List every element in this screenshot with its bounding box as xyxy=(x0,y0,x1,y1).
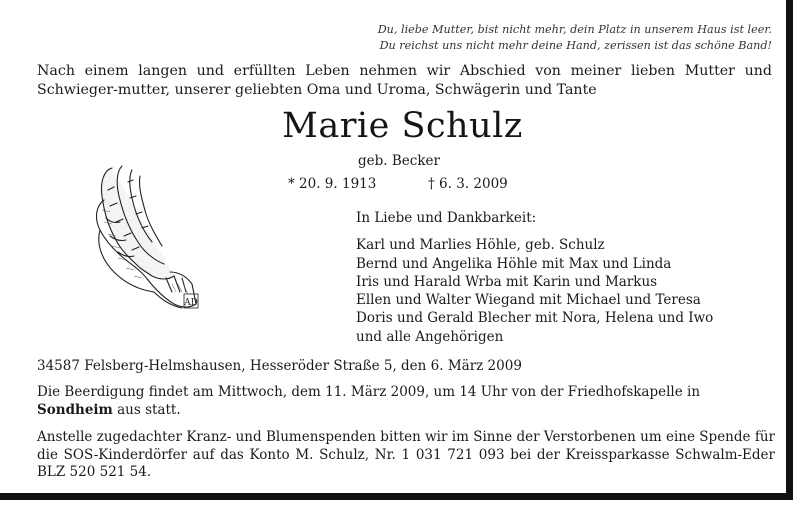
death-date: † 6. 3. 2009 xyxy=(428,176,508,192)
funeral-text-end: aus statt. xyxy=(112,401,181,418)
list-item: Karl und Marlies Höhle, geb. Schulz xyxy=(356,237,605,254)
intro-text: Nach einem langen und erfüllten Leben nehmen wir Abschied von meiner lieben Mutter und Schwieger-mutter, unserer geliebten Oma und Uroma, Schwägerin und Tante xyxy=(37,63,772,98)
funeral-place: Sondheim xyxy=(37,401,113,418)
list-item: Doris und Gerald Blecher mit Nora, Helena und Iwo xyxy=(356,310,714,327)
monogram xyxy=(183,294,198,308)
svg-text:AD: AD xyxy=(184,298,198,308)
birth-name: geb. Becker xyxy=(358,153,440,169)
funeral-notice xyxy=(37,384,775,419)
list-item: Ellen und Walter Wiegand mit Michael und Teresa xyxy=(356,292,701,309)
funeral-text: Die Beerdigung findet am Mittwoch, dem 11. März 2009, um 14 Uhr von der Friedhofskapelle in xyxy=(37,384,701,400)
donation-notice: Anstelle zugedachter Kranz- und Blumenspenden bitten wir im Sinne der Verstorbenen um eine Spende für die SOS-Kinderdörfer auf das Konto M. Schulz, Nr. 1 031 721 093 bei der Kreissparkasse Schwalm-Eder BLZ 520 521 54. xyxy=(37,429,775,480)
deceased-name: Marie Schulz xyxy=(282,106,523,146)
list-item: Iris und Harald Wrba mit Karin und Markus xyxy=(356,273,658,290)
list-item: und alle Angehörigen xyxy=(356,328,504,345)
birth-date: * 20. 9. 1913 xyxy=(288,176,377,192)
praying-hands-icon xyxy=(82,160,202,320)
mourners-heading: In Liebe und Dankbarkeit: xyxy=(356,210,537,226)
address-line: 34587 Felsberg-Helmshausen, Hesseröder Straße 5, den 6. März 2009 xyxy=(37,358,522,374)
mourners-list xyxy=(356,209,713,346)
list-item: Bernd und Angelika Höhle mit Max und Linda xyxy=(356,255,672,272)
poem-line-2: Du reichst uns nicht mehr deine Hand, zerissen ist das schöne Band! xyxy=(379,39,772,52)
poem-line-1: Du, liebe Mutter, bist nicht mehr, dein Platz in unserem Haus ist leer. xyxy=(377,23,772,36)
poem xyxy=(378,22,772,54)
